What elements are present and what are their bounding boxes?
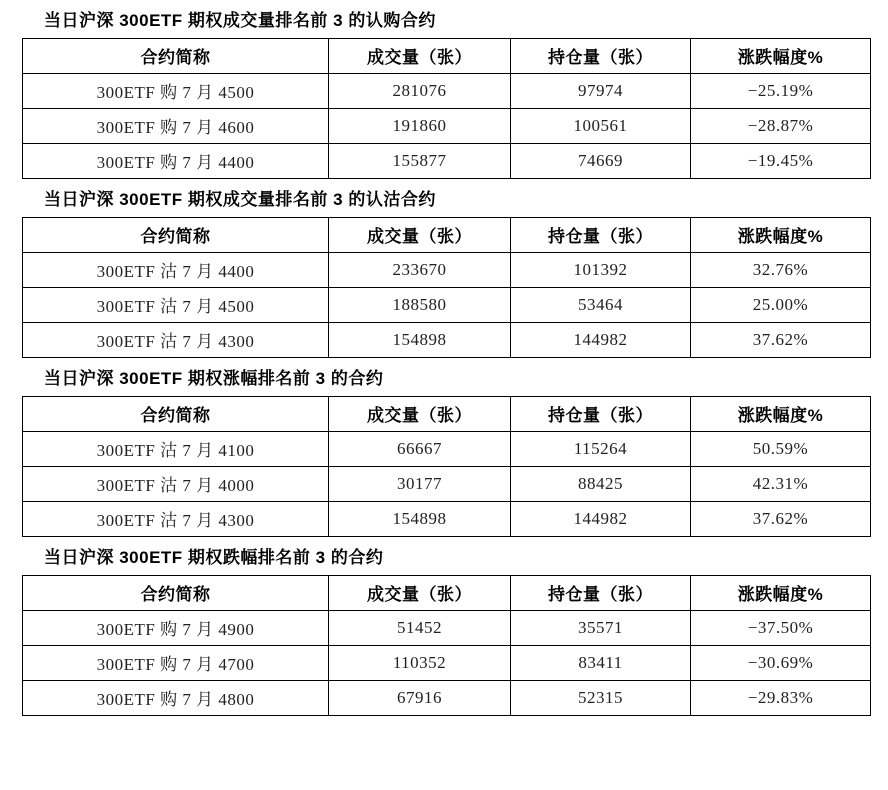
table-gainers-top3 <box>22 396 871 537</box>
cell-volume: 281076 <box>329 74 511 109</box>
cell-open-interest: 88425 <box>511 467 691 502</box>
column-header-contract-name: 合约简称 <box>23 218 329 253</box>
cell-open-interest: 53464 <box>511 288 691 323</box>
table-losers-top3 <box>22 575 871 716</box>
cell-contract-name: 300ETF 购 7 月 4700 <box>23 646 329 681</box>
column-header-change-pct: 涨跌幅度% <box>691 218 871 253</box>
cell-contract-name: 300ETF 购 7 月 4600 <box>23 109 329 144</box>
cell-contract-name: 300ETF 沽 7 月 4400 <box>23 253 329 288</box>
cell-contract-name: 300ETF 购 7 月 4900 <box>23 611 329 646</box>
section-call-volume-top3 <box>0 0 888 179</box>
cell-change-pct: 37.62% <box>691 323 871 358</box>
cell-contract-name: 300ETF 沽 7 月 4100 <box>23 432 329 467</box>
cell-contract-name: 300ETF 沽 7 月 4500 <box>23 288 329 323</box>
cell-change-pct: 42.31% <box>691 467 871 502</box>
cell-change-pct: −19.45% <box>691 144 871 179</box>
cell-volume: 154898 <box>329 323 511 358</box>
column-header-open-interest: 持仓量（张） <box>511 397 691 432</box>
table-row <box>23 681 871 716</box>
cell-volume: 110352 <box>329 646 511 681</box>
section-title: 当日沪深 300ETF 期权跌幅排名前 3 的合约 <box>44 548 384 567</box>
table-header-row <box>23 397 871 432</box>
table-call-volume-top3 <box>22 38 871 179</box>
cell-open-interest: 101392 <box>511 253 691 288</box>
cell-change-pct: −30.69% <box>691 646 871 681</box>
cell-volume: 67916 <box>329 681 511 716</box>
cell-contract-name: 300ETF 沽 7 月 4300 <box>23 323 329 358</box>
cell-volume: 51452 <box>329 611 511 646</box>
column-header-open-interest: 持仓量（张） <box>511 576 691 611</box>
cell-open-interest: 144982 <box>511 502 691 537</box>
table-row <box>23 288 871 323</box>
table-row <box>23 74 871 109</box>
table-row <box>23 432 871 467</box>
table-row <box>23 611 871 646</box>
table-row <box>23 467 871 502</box>
cell-volume: 30177 <box>329 467 511 502</box>
column-header-open-interest: 持仓量（张） <box>511 218 691 253</box>
section-title: 当日沪深 300ETF 期权成交量排名前 3 的认沽合约 <box>44 190 436 209</box>
cell-contract-name: 300ETF 沽 7 月 4300 <box>23 502 329 537</box>
section-losers-top3 <box>0 537 888 716</box>
column-header-volume: 成交量（张） <box>329 397 511 432</box>
cell-contract-name: 300ETF 购 7 月 4800 <box>23 681 329 716</box>
column-header-contract-name: 合约简称 <box>23 576 329 611</box>
section-title: 当日沪深 300ETF 期权涨幅排名前 3 的合约 <box>44 369 384 388</box>
column-header-contract-name: 合约简称 <box>23 397 329 432</box>
cell-change-pct: 25.00% <box>691 288 871 323</box>
cell-contract-name: 300ETF 购 7 月 4400 <box>23 144 329 179</box>
cell-volume: 154898 <box>329 502 511 537</box>
cell-volume: 188580 <box>329 288 511 323</box>
cell-volume: 191860 <box>329 109 511 144</box>
cell-change-pct: −25.19% <box>691 74 871 109</box>
table-row <box>23 502 871 537</box>
section-title: 当日沪深 300ETF 期权成交量排名前 3 的认购合约 <box>44 11 436 30</box>
table-header-row <box>23 576 871 611</box>
table-row <box>23 109 871 144</box>
cell-volume: 66667 <box>329 432 511 467</box>
section-gainers-top3 <box>0 358 888 537</box>
column-header-contract-name: 合约简称 <box>23 39 329 74</box>
table-row <box>23 646 871 681</box>
cell-change-pct: 37.62% <box>691 502 871 537</box>
column-header-volume: 成交量（张） <box>329 218 511 253</box>
cell-change-pct: −28.87% <box>691 109 871 144</box>
cell-open-interest: 144982 <box>511 323 691 358</box>
column-header-change-pct: 涨跌幅度% <box>691 397 871 432</box>
section-put-volume-top3 <box>0 179 888 358</box>
column-header-change-pct: 涨跌幅度% <box>691 39 871 74</box>
column-header-change-pct: 涨跌幅度% <box>691 576 871 611</box>
cell-change-pct: −29.83% <box>691 681 871 716</box>
cell-volume: 233670 <box>329 253 511 288</box>
cell-open-interest: 97974 <box>511 74 691 109</box>
cell-open-interest: 52315 <box>511 681 691 716</box>
column-header-volume: 成交量（张） <box>329 576 511 611</box>
table-row <box>23 323 871 358</box>
cell-change-pct: −37.50% <box>691 611 871 646</box>
cell-contract-name: 300ETF 购 7 月 4500 <box>23 74 329 109</box>
table-header-row <box>23 39 871 74</box>
table-row <box>23 144 871 179</box>
cell-volume: 155877 <box>329 144 511 179</box>
column-header-volume: 成交量（张） <box>329 39 511 74</box>
table-put-volume-top3 <box>22 217 871 358</box>
cell-open-interest: 115264 <box>511 432 691 467</box>
cell-open-interest: 83411 <box>511 646 691 681</box>
cell-change-pct: 50.59% <box>691 432 871 467</box>
table-header-row <box>23 218 871 253</box>
column-header-open-interest: 持仓量（张） <box>511 39 691 74</box>
cell-open-interest: 74669 <box>511 144 691 179</box>
cell-change-pct: 32.76% <box>691 253 871 288</box>
table-row <box>23 253 871 288</box>
cell-open-interest: 35571 <box>511 611 691 646</box>
cell-contract-name: 300ETF 沽 7 月 4000 <box>23 467 329 502</box>
cell-open-interest: 100561 <box>511 109 691 144</box>
